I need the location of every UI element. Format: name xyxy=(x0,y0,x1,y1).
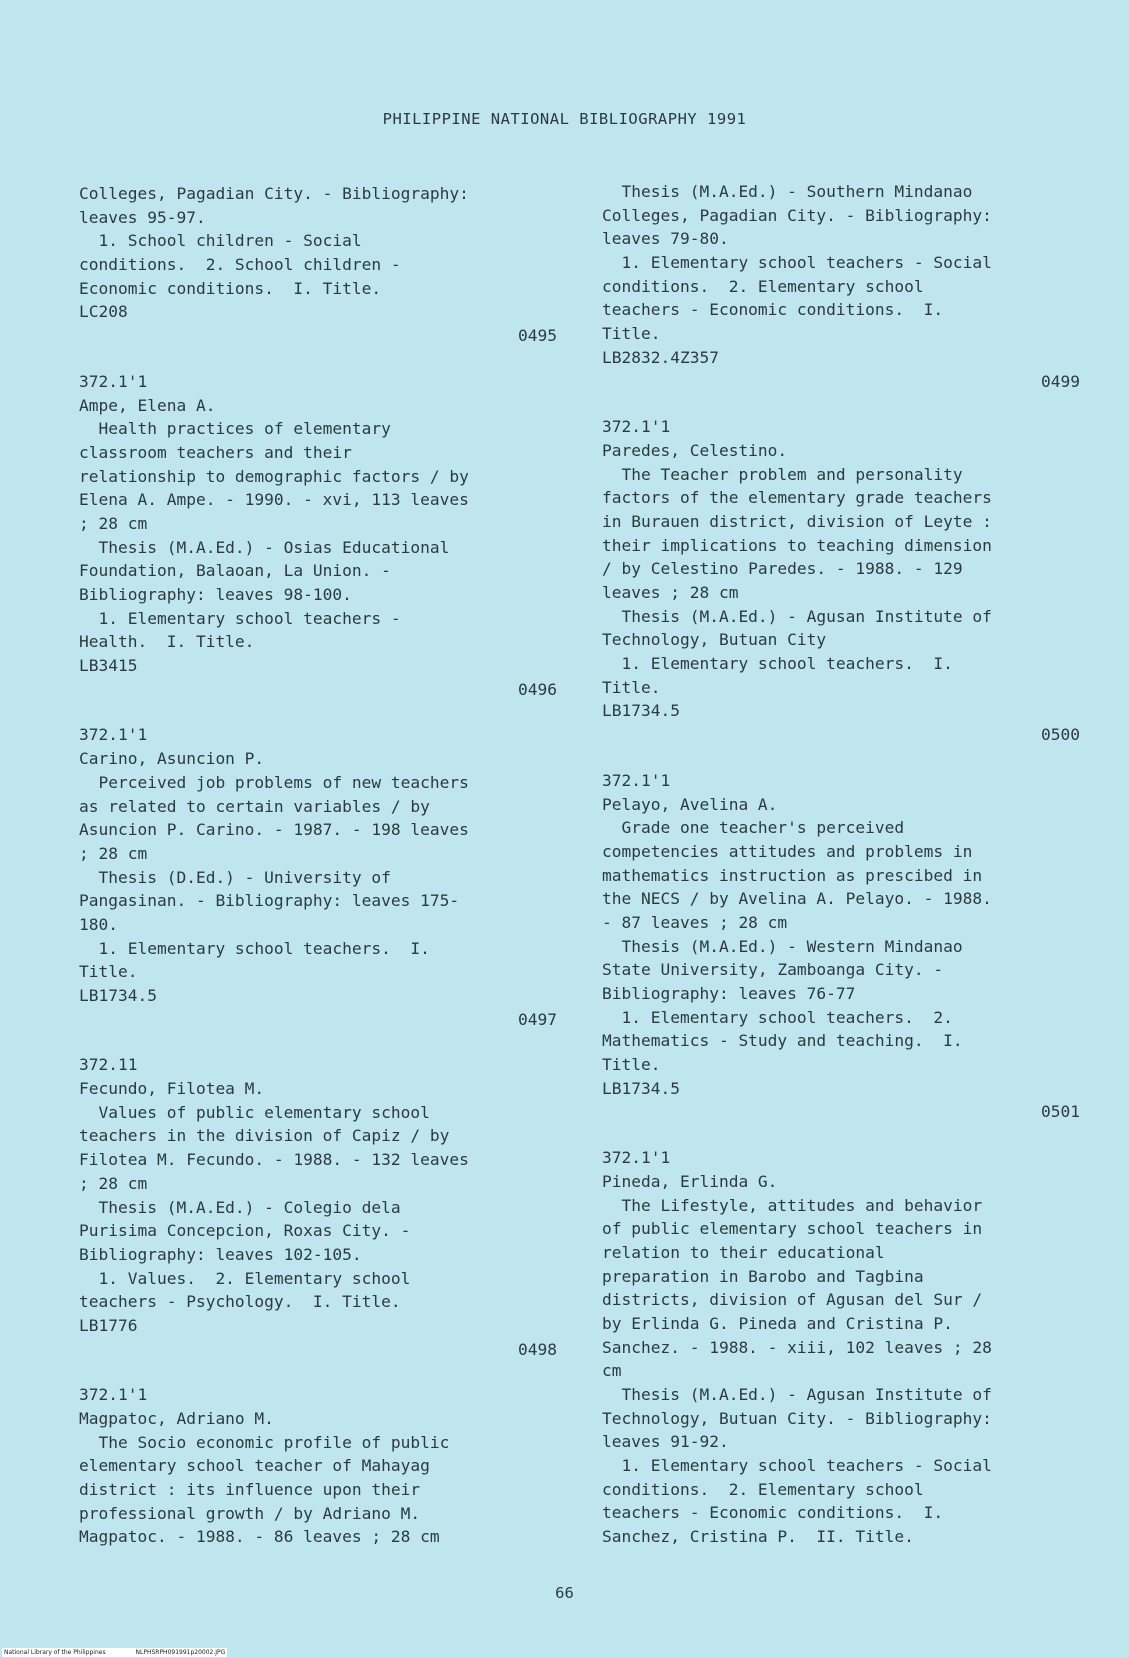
bibliography-entry xyxy=(602,769,1080,1146)
entry-line: 1. Elementary school teachers. I. xyxy=(79,938,430,958)
entry-line: 1. Elementary school teachers - Social xyxy=(602,1456,992,1476)
entry-line: 1. Elementary school teachers. 2. xyxy=(602,1007,953,1027)
entry-line: Elena A. Ampe. - 1990. - xvi, 113 leaves xyxy=(79,490,469,510)
entry-line: 372.11 xyxy=(79,1055,138,1075)
entry-line: conditions. 2. School children - xyxy=(79,255,401,275)
entry-line: Thesis (M.A.Ed.) - Western Mindanao xyxy=(602,936,963,956)
entry-line: teachers - Psychology. I. Title. xyxy=(79,1292,401,1312)
entry-line: Colleges, Pagadian City. - Bibliography: xyxy=(79,184,469,203)
entry-line: Grade one teacher's perceived xyxy=(602,818,905,838)
right-column xyxy=(602,180,1080,1549)
entry-line: LB1734.5 xyxy=(79,986,157,1005)
bibliography-entry xyxy=(79,1383,557,1549)
entry-line: their implications to teaching dimension xyxy=(602,535,992,555)
entry-line: 1. School children - Social xyxy=(79,231,362,251)
entry-line: Asuncion P. Carino. - 1987. - 198 leaves xyxy=(79,820,469,840)
bibliography-entry xyxy=(602,180,1080,415)
entry-line: 1. Values. 2. Elementary school xyxy=(79,1268,411,1288)
entry-line: 1. Elementary school teachers - Social xyxy=(602,253,992,273)
entry-line: Foundation, Balaoan, La Union. - xyxy=(79,561,391,581)
entry-line: Bibliography: leaves 102-105. xyxy=(79,1244,362,1264)
entry-line: Pelayo, Avelina A. xyxy=(602,794,778,814)
entry-line: by Erlinda G. Pineda and Cristina P. xyxy=(602,1313,953,1333)
entry-line: Magpatoc, Adriano M. xyxy=(79,1409,274,1428)
entry-line: Pangasinan. - Bibliography: leaves 175- xyxy=(79,891,460,911)
entry-line: Bibliography: leaves 76-77 xyxy=(602,984,856,1003)
entry-line: as related to certain variables / by xyxy=(79,796,430,816)
entry-line: 372.1'1 xyxy=(79,1385,148,1405)
entry-line: leaves ; 28 cm xyxy=(602,583,739,602)
entry-number: 0501 xyxy=(1041,1102,1080,1122)
page-number: 66 xyxy=(555,1584,574,1602)
entry-line: State University, Zamboanga City. - xyxy=(602,960,944,980)
entry-number: 0499 xyxy=(1041,371,1080,391)
entry-line: Technology, Butuan City xyxy=(602,630,827,650)
entry-line: elementary school teacher of Mahayag xyxy=(79,1456,430,1476)
entry-line: 372.1'1 xyxy=(79,725,148,745)
footer-file: NLPHSRPH091991p20002.JPG xyxy=(135,1649,226,1656)
entry-line: Fecundo, Filotea M. xyxy=(79,1079,265,1099)
bibliography-entry xyxy=(79,1053,557,1383)
entry-line: Thesis (M.A.Ed.) - Southern Mindanao xyxy=(602,182,973,201)
entry-line: ; 28 cm xyxy=(79,843,148,863)
entry-line: the NECS / by Avelina A. Pelayo. - 1988. xyxy=(602,889,992,909)
entry-line: ; 28 cm xyxy=(79,513,148,533)
entry-line: 1. Elementary school teachers. I. xyxy=(602,654,953,674)
entry-line: The Teacher problem and personality xyxy=(602,464,963,484)
entry-line: LB1776 xyxy=(79,1315,138,1335)
bibliography-entry xyxy=(79,723,557,1053)
entry-line: 180. xyxy=(79,914,118,934)
entry-line: Technology, Butuan City. - Bibliography: xyxy=(602,1408,992,1428)
entry-line: The Lifestyle, attitudes and behavior xyxy=(602,1195,983,1215)
entry-line: Ampe, Elena A. xyxy=(79,395,216,415)
entry-line: Thesis (M.A.Ed.) - Agusan Institute of xyxy=(602,606,992,626)
entry-line: Bibliography: leaves 98-100. xyxy=(79,585,352,604)
entry-number: 0498 xyxy=(518,1339,557,1359)
entry-line: Carino, Asuncion P. xyxy=(79,749,265,769)
entry-line: professional growth / by Adriano M. xyxy=(79,1503,421,1523)
entry-line: Title. xyxy=(602,1055,661,1075)
entry-line: conditions. 2. Elementary school xyxy=(602,1479,924,1499)
entry-line: districts, division of Agusan del Sur / xyxy=(602,1290,983,1310)
entry-line: leaves 95-97. xyxy=(79,207,206,227)
entry-line: Colleges, Pagadian City. - Bibliography: xyxy=(602,205,992,225)
entry-line: Sanchez, Cristina P. II. Title. xyxy=(602,1527,914,1547)
entry-line: Values of public elementary school xyxy=(79,1102,430,1122)
entry-line: Mathematics - Study and teaching. I. xyxy=(602,1031,963,1051)
entry-line: Pineda, Erlinda G. xyxy=(602,1171,778,1191)
entry-line: cm xyxy=(602,1361,622,1381)
entry-line: Thesis (M.A.Ed.) - Osias Educational xyxy=(79,537,450,557)
left-column xyxy=(79,182,557,1549)
entry-number: 0495 xyxy=(518,326,557,346)
bibliography-entry xyxy=(79,182,557,370)
entry-line: 372.1'1 xyxy=(602,417,671,437)
entry-line: LC208 xyxy=(79,302,128,322)
page-header: PHILIPPINE NATIONAL BIBLIOGRAPHY 1991 xyxy=(382,110,747,128)
entry-line: Perceived job problems of new teachers xyxy=(79,772,469,792)
entry-number: 0497 xyxy=(518,1009,557,1029)
bibliography-entry xyxy=(602,415,1080,769)
entry-line: The Socio economic profile of public xyxy=(79,1432,450,1452)
entry-line: Purisima Concepcion, Roxas City. - xyxy=(79,1221,411,1241)
entry-line: 372.1'1 xyxy=(602,1148,671,1168)
entry-line: in Burauen district, division of Leyte : xyxy=(602,511,992,531)
entry-line: 372.1'1 xyxy=(79,371,148,391)
entry-line: LB1734.5 xyxy=(602,1078,680,1098)
entry-line: Thesis (D.Ed.) - University of xyxy=(79,867,391,887)
entry-line: / by Celestino Paredes. - 1988. - 129 xyxy=(602,559,963,579)
entry-line: of public elementary school teachers in xyxy=(602,1219,983,1239)
entry-line: 1. Elementary school teachers - xyxy=(79,608,401,628)
entry-line: leaves 91-92. xyxy=(602,1432,729,1452)
entry-line: mathematics instruction as prescibed in xyxy=(602,865,983,885)
entry-line: teachers - Economic conditions. I. xyxy=(602,300,944,320)
entry-line: Sanchez. - 1988. - xiii, 102 leaves ; 28 xyxy=(602,1337,992,1357)
entry-line: Filotea M. Fecundo. - 1988. - 132 leaves xyxy=(79,1150,469,1170)
entry-line: LB2832.4Z357 xyxy=(602,347,719,367)
entry-line: teachers in the division of Capiz / by xyxy=(79,1126,450,1146)
entry-line: conditions. 2. Elementary school xyxy=(602,276,924,296)
bibliography-entry xyxy=(602,1146,1080,1549)
entry-line: preparation in Barobo and Tagbina xyxy=(602,1266,924,1286)
entry-line: relationship to demographic factors / by xyxy=(79,466,469,486)
entry-line: LB3415 xyxy=(79,656,138,676)
entry-line: Title. xyxy=(602,677,661,697)
entry-line: Economic conditions. I. Title. xyxy=(79,278,382,298)
entry-line: - 87 leaves ; 28 cm xyxy=(602,912,788,932)
entry-line: Magpatoc. - 1988. - 86 leaves ; 28 cm xyxy=(79,1527,440,1547)
entry-line: Health. I. Title. xyxy=(79,632,255,652)
entry-line: Paredes, Celestino. xyxy=(602,440,788,460)
entry-line: relation to their educational xyxy=(602,1242,885,1262)
entry-line: ; 28 cm xyxy=(79,1173,148,1193)
entry-line: factors of the elementary grade teachers xyxy=(602,488,992,508)
entry-number: 0496 xyxy=(518,679,557,699)
bibliography-entry xyxy=(79,370,557,724)
entry-line: Title. xyxy=(79,962,138,982)
footer-credit xyxy=(2,1648,227,1657)
entry-number: 0500 xyxy=(1041,725,1080,745)
footer-library: National Library of the Philippines xyxy=(4,1649,106,1656)
entry-line: Thesis (M.A.Ed.) - Agusan Institute of xyxy=(602,1385,992,1404)
entry-line: Title. xyxy=(602,324,661,344)
entry-line: teachers - Economic conditions. I. xyxy=(602,1503,944,1523)
entry-line: competencies attitudes and problems in xyxy=(602,841,973,861)
entry-line: district : its influence upon their xyxy=(79,1480,421,1500)
entry-line: Thesis (M.A.Ed.) - Colegio dela xyxy=(79,1197,401,1217)
entry-line: LB1734.5 xyxy=(602,701,680,721)
entry-line: leaves 79-80. xyxy=(602,229,729,249)
entry-line: Health practices of elementary xyxy=(79,419,391,439)
entry-line: classroom teachers and their xyxy=(79,442,352,462)
entry-line: 372.1'1 xyxy=(602,770,671,790)
